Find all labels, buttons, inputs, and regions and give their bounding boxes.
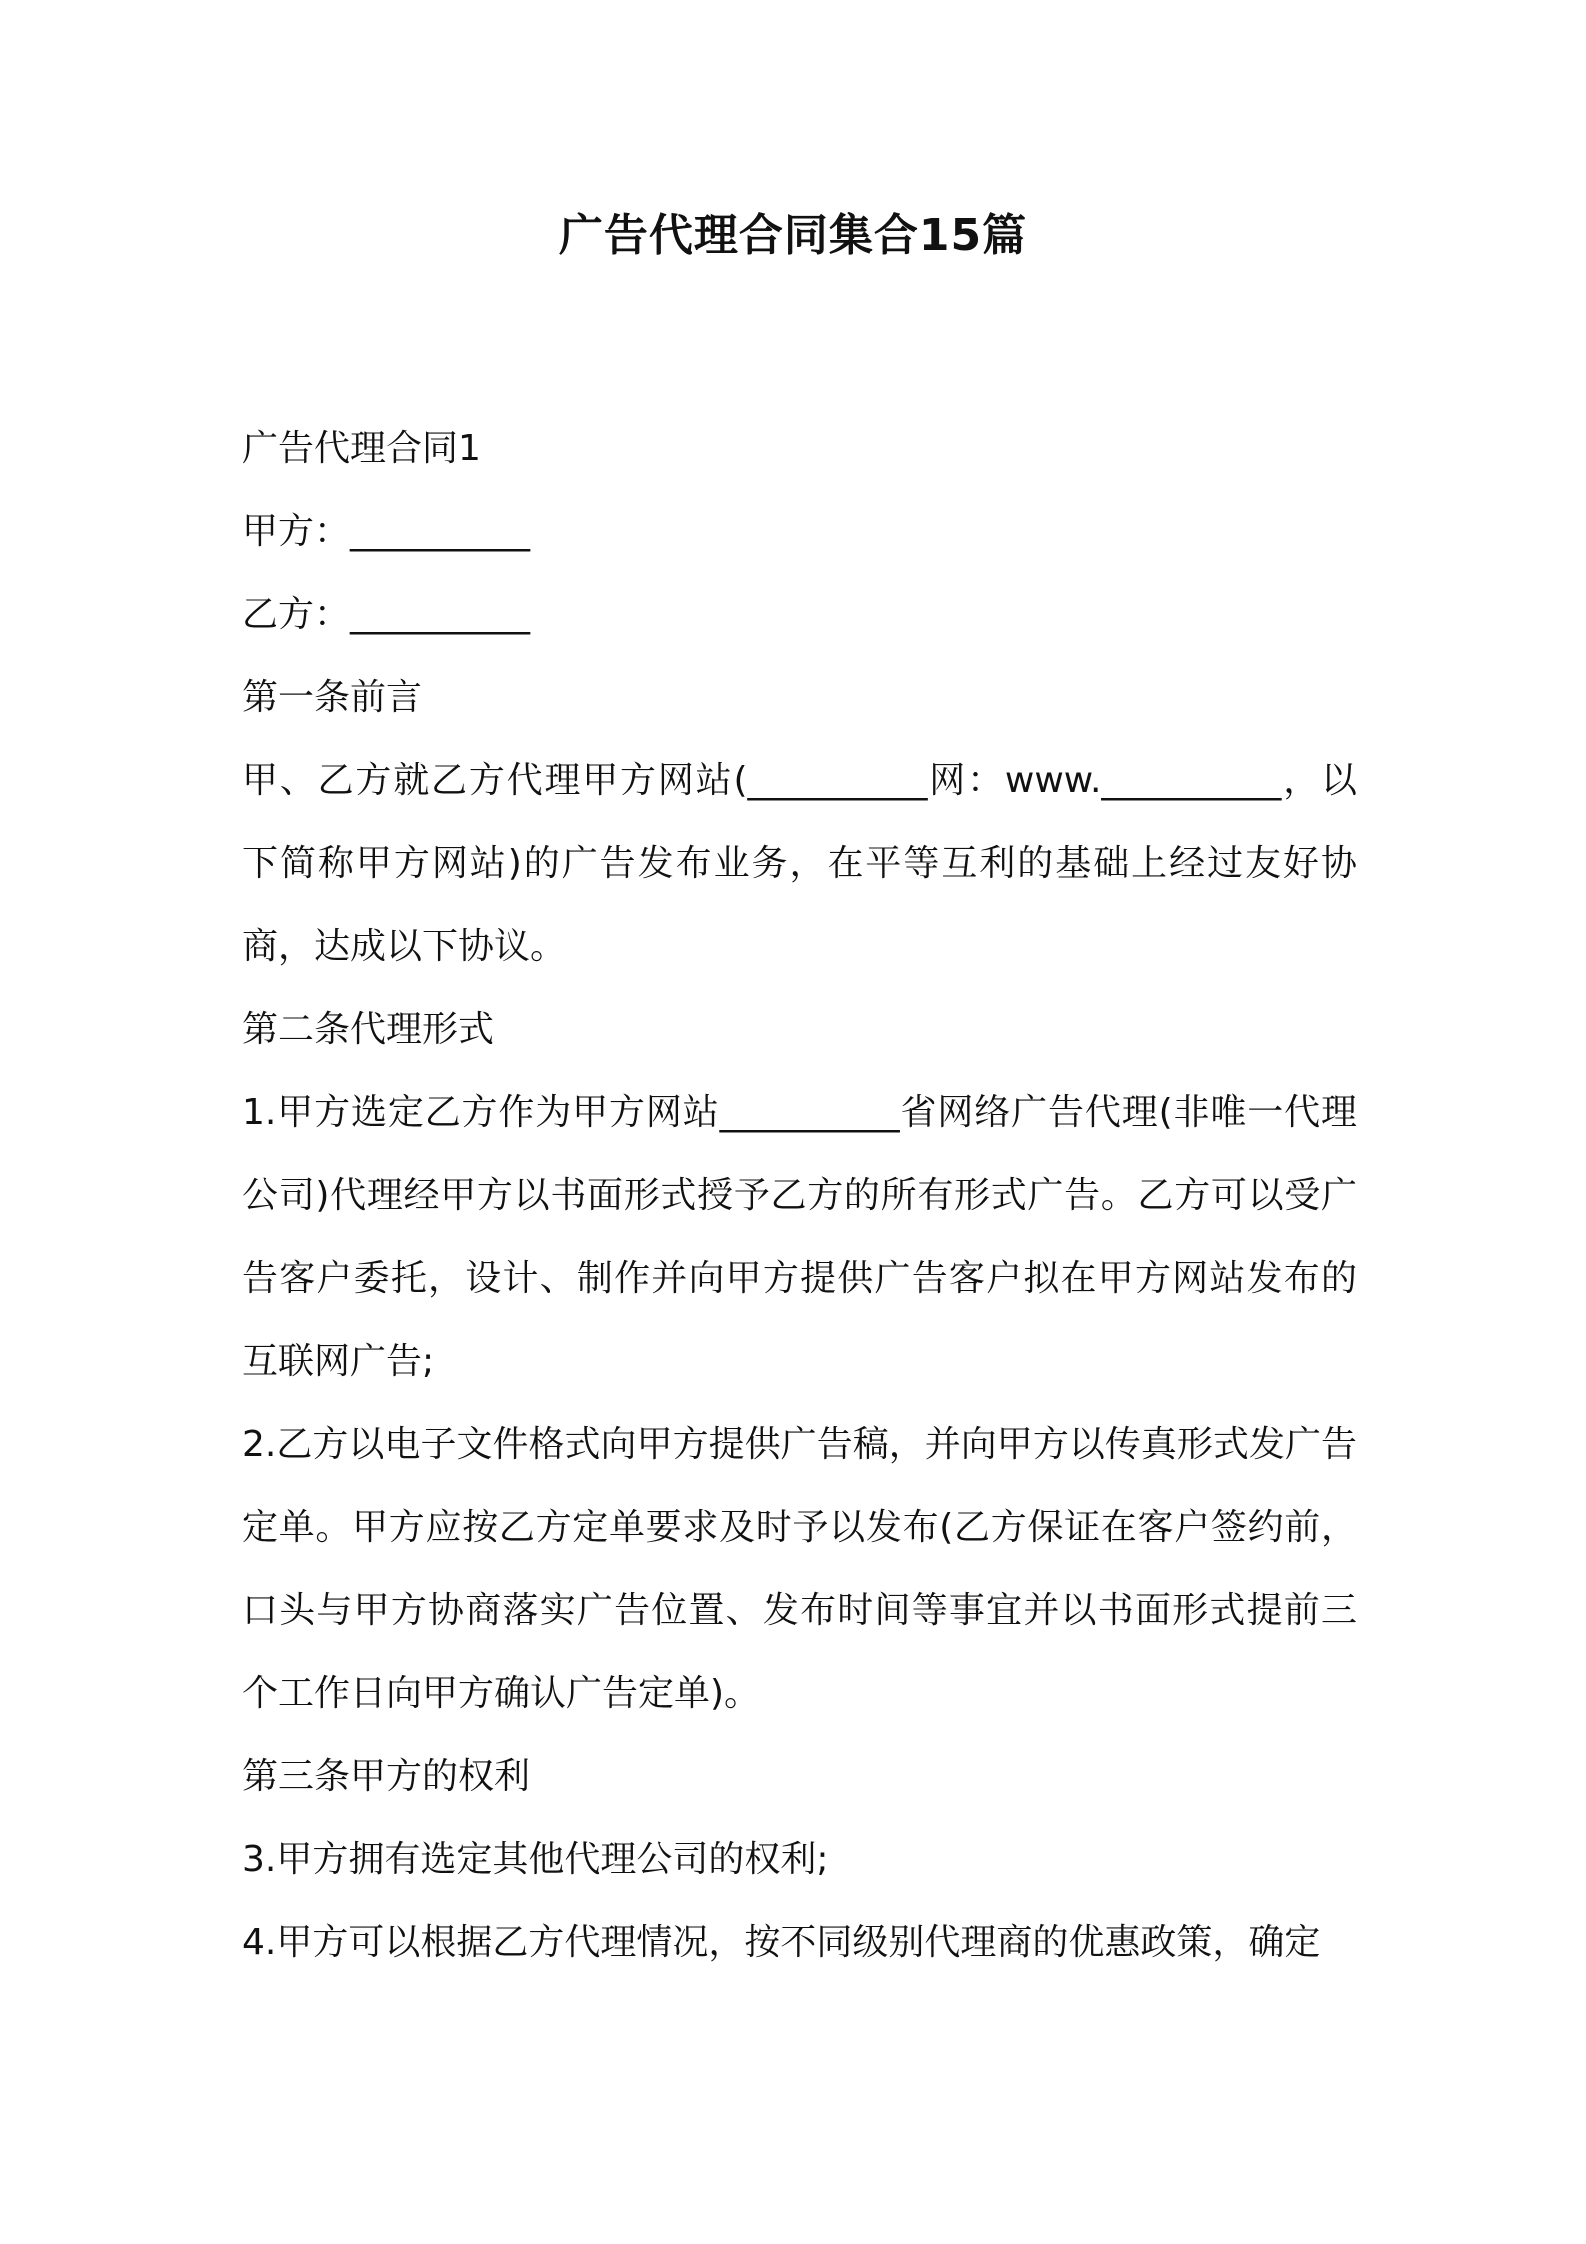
party-b-line: 乙方：__________ [242, 594, 531, 635]
document-body [242, 407, 1357, 1984]
party-a-line: 甲方：__________ [242, 511, 531, 552]
contract-heading: 广告代理合同1 [242, 428, 481, 469]
clause-3-text: 3.甲方拥有选定其他代理公司的权利; [242, 1839, 829, 1880]
article-3-heading: 第三条甲方的权利 [242, 1756, 531, 1797]
article-1-heading: 第一条前言 [242, 677, 423, 718]
clause-4-text: 4.甲方可以根据乙方代理情况，按不同级别代理商的优惠政策，确定 [242, 1922, 1321, 1963]
clause-2-text: 2.乙方以电子文件格式向甲方提供广告稿，并向甲方以传真形式发广告定单。甲方应按乙方定单要求及时予以发布(乙方保证在客户签约前，口头与甲方协商落实广告位置、发布时间等事宜并以书面形式提前三个工作日向甲方确认广告定单)。 [242, 1424, 1357, 1714]
article-1-text: 甲、乙方就乙方代理甲方网站(__________网：www.__________，以下简称甲方网站)的广告发布业务，在平等互利的基础上经过友好协商，达成以下协议。 [242, 760, 1357, 967]
article-2-heading: 第二条代理形式 [242, 1009, 495, 1050]
clause-1-text: 1.甲方选定乙方作为甲方网站__________省网络广告代理(非唯一代理公司)代理经甲方以书面形式授予乙方的所有形式广告。乙方可以受广告客户委托，设计、制作并向甲方提供广告客户拟在甲方网站发布的互联网广告; [242, 1092, 1357, 1382]
document-title: 广告代理合同集合15篇 [558, 210, 1028, 261]
